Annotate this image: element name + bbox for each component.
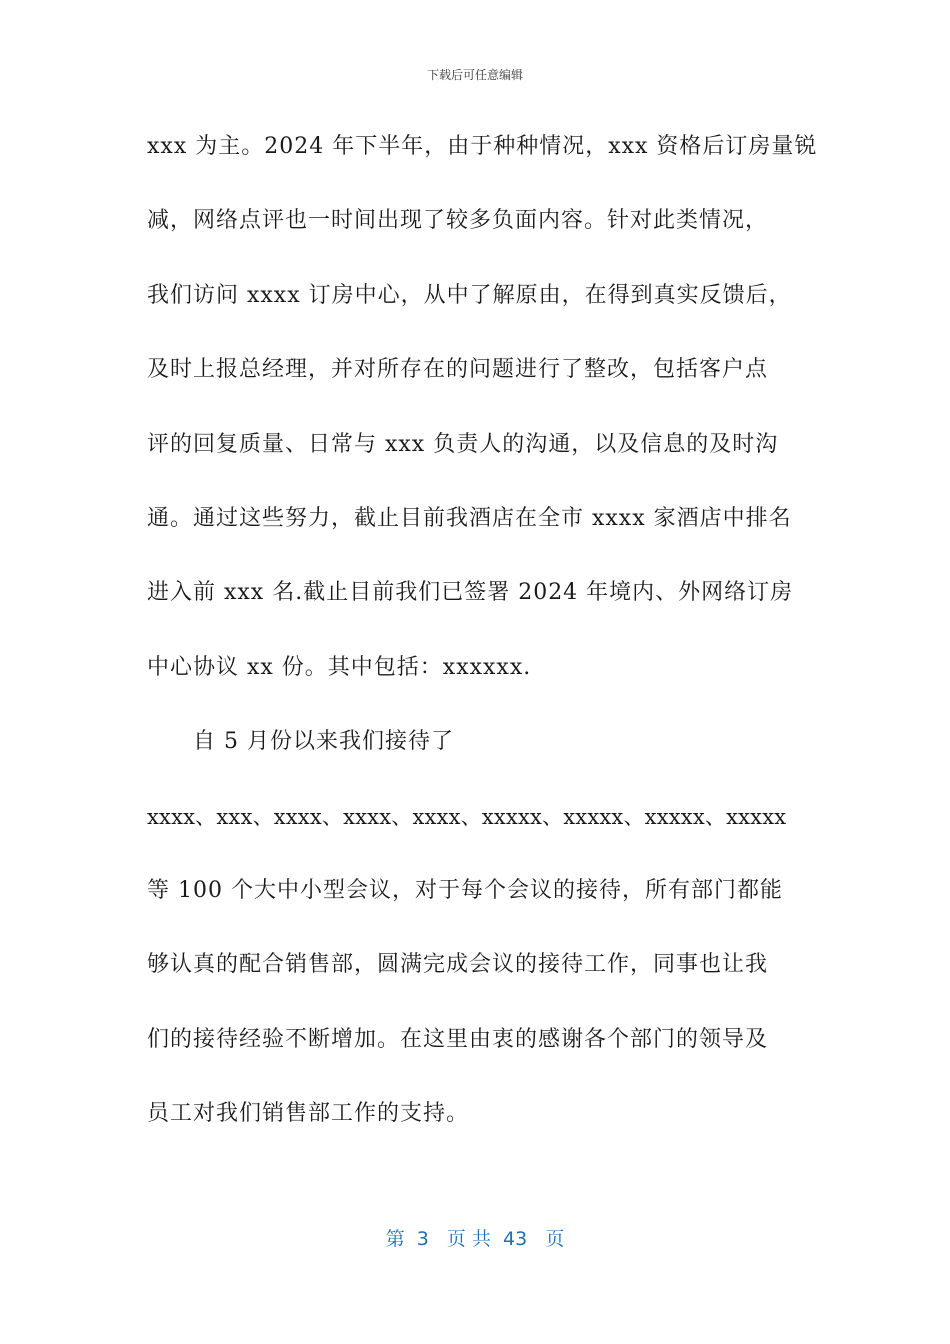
text-line: xxx 为主。2024 年下半年，由于种种情况，xxx 资格后订房量锐 bbox=[147, 134, 818, 159]
text-line: 够认真的配合销售部，圆满完成会议的接待工作，同事也让我 bbox=[147, 952, 769, 978]
text-line: 中心协议 xx 份。其中包括：xxxxxx. bbox=[147, 654, 532, 680]
page-header: 下载后可任意编辑 bbox=[426, 68, 523, 82]
text-line: 评的回复质量、日常与 xxx 负责人的沟通，以及信息的及时沟 bbox=[147, 431, 779, 457]
text-line: xxxx、xxx、xxxx、xxxx、xxxx、xxxxx、xxxxx、xxxxx、xxxxx bbox=[147, 804, 787, 829]
paragraph-start-line: 自 5 月份以来我们接待了 bbox=[193, 729, 454, 755]
text-line: 进入前 xxx 名.截止目前我们已签署 2024 年境内、外网络订房 bbox=[147, 580, 794, 606]
text-line: 们的接待经验不断增加。在这里由衷的感谢各个部门的领导及 bbox=[147, 1026, 769, 1052]
document-body bbox=[147, 125, 818, 1166]
text-line: 及时上报总经理，并对所存在的问题进行了整改，包括客户点 bbox=[147, 357, 769, 383]
text-line: 员工对我们销售部工作的支持。 bbox=[147, 1101, 470, 1127]
text-line: 减，网络点评也一时间出现了较多负面内容。针对此类情况， bbox=[147, 208, 769, 234]
text-line: 通。通过这些努力，截止目前我酒店在全市 xxxx 家酒店中排名 bbox=[147, 505, 792, 531]
text-line: 我们访问 xxxx 订房中心，从中了解原由，在得到真实反馈后， bbox=[147, 282, 792, 308]
text-line: 等 100 个大中小型会议，对于每个会议的接待，所有部门都能 bbox=[147, 877, 783, 903]
page-number-footer: 第 3 页 共 43 页 bbox=[385, 1228, 565, 1250]
